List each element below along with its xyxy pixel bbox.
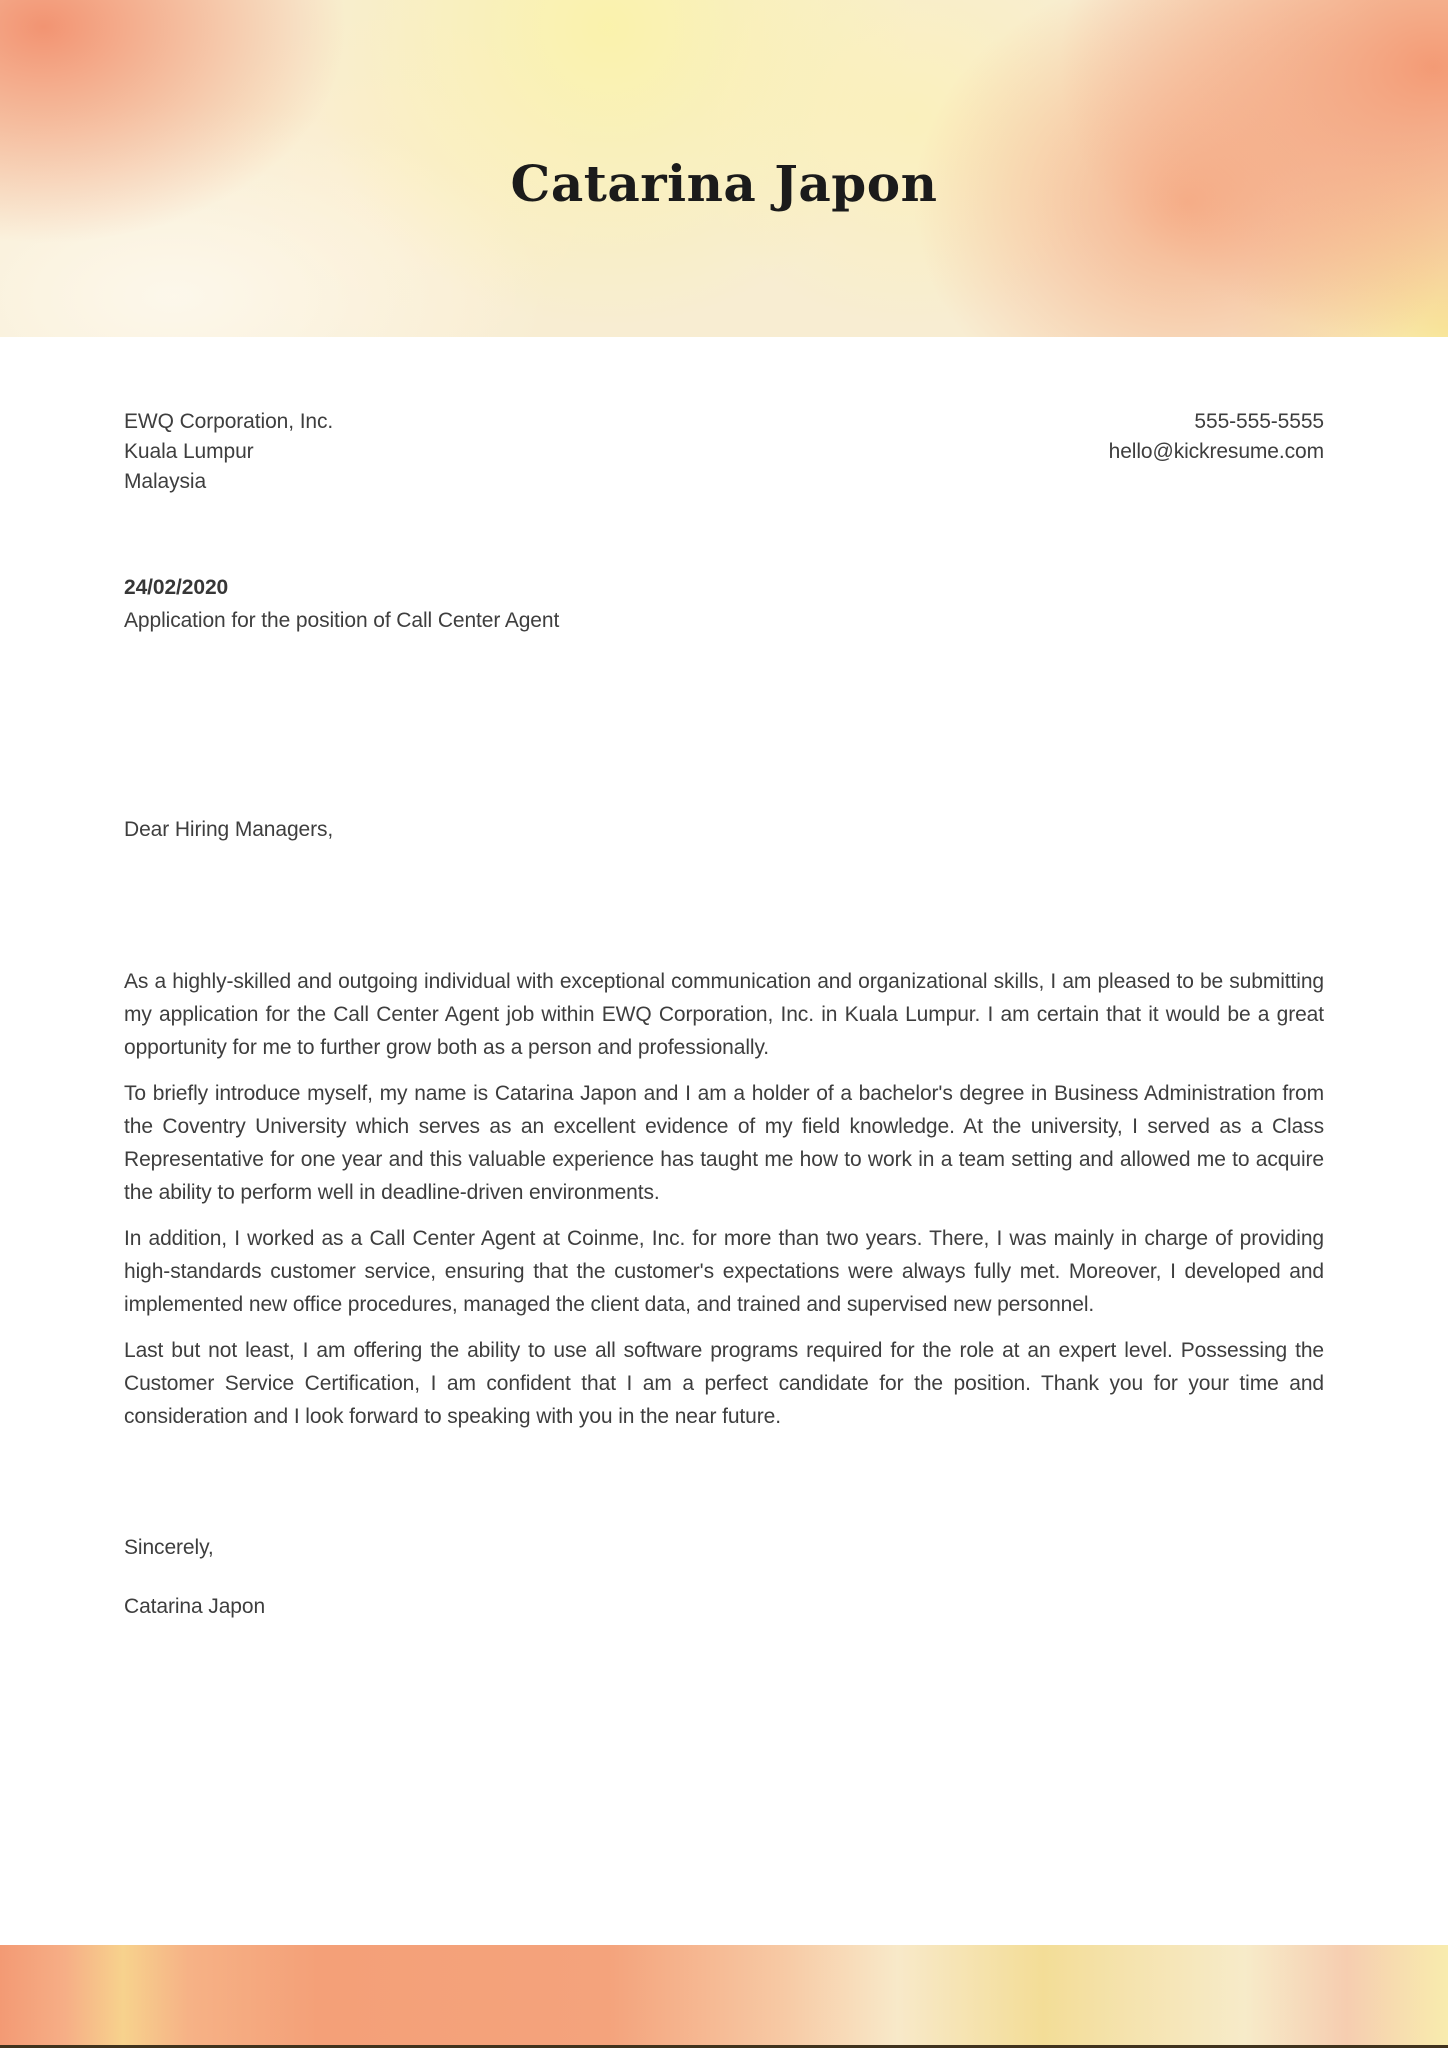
- paragraph-experience: In addition, I worked as a Call Center Agent at Coinme, Inc. for more than two years. There, I was mainly in charge of providing high-standards customer service, ensuring that the customer's expectations were always fully met. Moreover, I developed and implemented new office procedures, managed the client data, and trained and supervised new personnel.: [124, 1227, 1324, 1316]
- page-title: Catarina Japon: [510, 154, 938, 213]
- paragraph-education: To briefly introduce myself, my name is Catarina Japon and I am a holder of a bachelor's degree in Business Administration from the Coventry University which serves as an excellent evidence of my field knowledge. At the university, I served as a Class Representative for one year and this valuable experience has taught me how to work in a team setting and allowed me to acquire the ability to perform well in deadline-driven environments.: [124, 1082, 1324, 1204]
- recipient-company: EWQ Corporation, Inc.: [124, 410, 334, 433]
- header-gradient-band: [0, 0, 1448, 337]
- sender-contact-block: [1109, 407, 1324, 467]
- recipient-address-block: [124, 407, 333, 497]
- sender-email: hello@kickresume.com: [1108, 440, 1324, 463]
- closing: Sincerely,: [124, 1536, 214, 1559]
- recipient-country: Malaysia: [124, 470, 207, 493]
- footer-gradient-band: [0, 1945, 1448, 2048]
- letter-body: [0, 337, 1448, 1945]
- recipient-city: Kuala Lumpur: [124, 440, 254, 463]
- paragraph-intro: As a highly-skilled and outgoing individual with exceptional communication and organizational skills, I am pleased to be submitting my application for the Call Center Agent job within EWQ Corporation, Inc. in Kuala Lumpur. I am certain that it would be a great opportunity for me to further grow both as a person and professionally.: [124, 970, 1324, 1059]
- letter-date: 24/02/2020: [124, 576, 229, 599]
- sender-phone: 555-555-5555: [1194, 410, 1324, 433]
- letter-subject: Application for the position of Call Center Agent: [124, 609, 560, 632]
- signature-name: Catarina Japon: [124, 1595, 266, 1618]
- recipient-contact-row: [124, 407, 1324, 497]
- paragraph-skills: Last but not least, I am offering the ability to use all software programs required for the role at an expert level. Possessing the Customer Service Certification, I am confident that I am a perfect candidate for the position. Thank you for your time and consideration and I look forward to speaking with you in the near future.: [124, 1339, 1324, 1428]
- salutation: Dear Hiring Managers,: [124, 818, 334, 841]
- date-subject-block: [124, 571, 1324, 637]
